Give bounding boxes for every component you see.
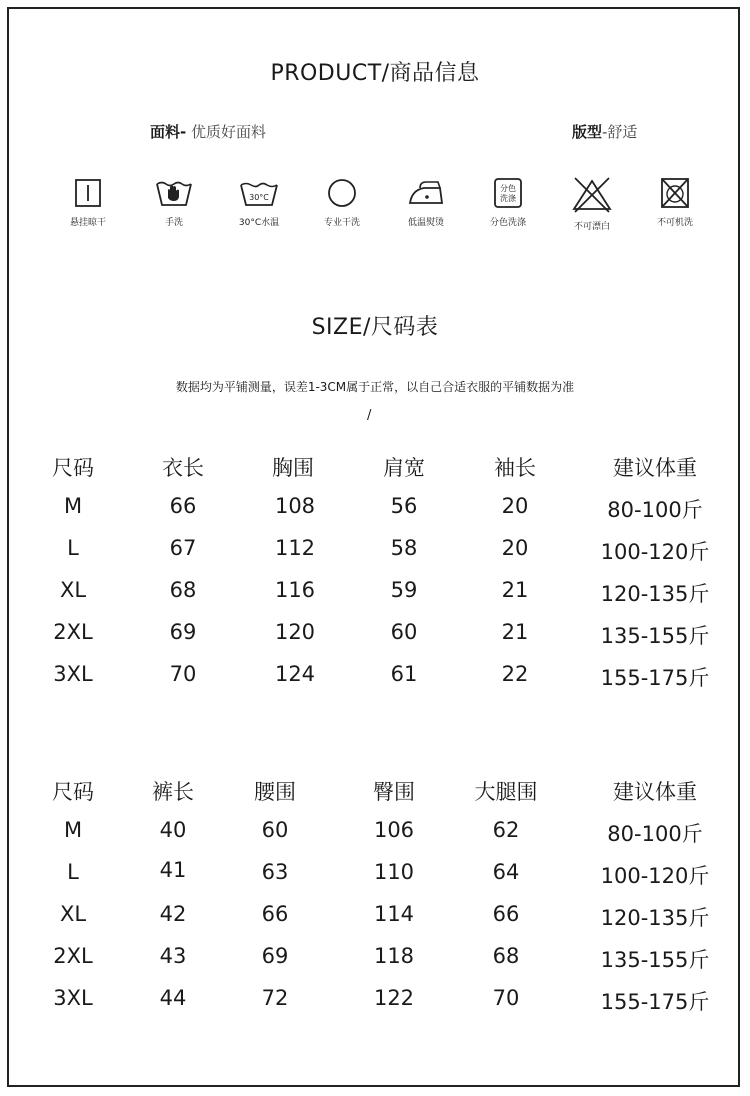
fabric-info <box>150 121 266 142</box>
bottom-header-thigh: 大腿围 <box>474 780 538 804</box>
table-cell: 59 <box>390 578 418 602</box>
table-cell: 70 <box>492 986 520 1010</box>
care-label: 专业干洗 <box>323 218 360 228</box>
table-cell: 135-155斤 <box>600 948 710 972</box>
table-cell: 118 <box>373 944 415 968</box>
table-cell: 155-175斤 <box>600 666 710 690</box>
table-cell: 110 <box>373 860 415 884</box>
table-cell: XL <box>59 902 87 926</box>
table-cell: L <box>67 536 79 560</box>
table-cell: 3XL <box>53 662 93 686</box>
fit-key: 版型 <box>572 123 603 141</box>
table-cell: 20 <box>501 494 529 518</box>
separate-top-badge: 分色 <box>500 184 516 193</box>
table-cell: 124 <box>274 662 316 686</box>
separate-bottom-badge: 洗涤 <box>500 194 516 203</box>
bottom-header-weight: 建议体重 <box>613 780 697 804</box>
table-cell: 41 <box>159 858 187 882</box>
top-header-chest: 胸围 <box>272 456 314 480</box>
fabric-value: 优质好面料 <box>186 123 267 141</box>
table-cell: 69 <box>169 620 197 644</box>
table-cell: L <box>67 860 79 884</box>
table-cell: 64 <box>492 860 520 884</box>
table-cell: 40 <box>159 818 187 842</box>
dry-clean-icon <box>325 176 359 210</box>
top-header-size: 尺码 <box>52 456 94 480</box>
table-cell: 116 <box>274 578 316 602</box>
table-cell: XL <box>59 578 87 602</box>
table-cell: 66 <box>261 902 289 926</box>
table-cell: 135-155斤 <box>600 624 710 648</box>
bottom-header-waist: 腰围 <box>254 780 296 804</box>
top-header-length: 衣长 <box>162 456 204 480</box>
table-cell: 66 <box>492 902 520 926</box>
table-cell: 100-120斤 <box>600 864 710 888</box>
no-bleach-icon <box>570 176 614 214</box>
care-item-no-bleach <box>550 176 634 232</box>
hang-dry-icon <box>71 176 105 210</box>
table-cell: 80-100斤 <box>607 822 703 846</box>
care-icons-row <box>0 176 750 236</box>
wash-30-icon <box>238 176 280 210</box>
table-cell: 70 <box>169 662 197 686</box>
table-cell: 63 <box>261 860 289 884</box>
table-cell: 106 <box>373 818 415 842</box>
care-label: 30°C水温 <box>238 218 280 228</box>
table-cell: M <box>63 818 83 842</box>
table-cell: 120-135斤 <box>600 582 710 606</box>
table-cell: 58 <box>390 536 418 560</box>
table-cell: 44 <box>159 986 187 1010</box>
table-cell: 69 <box>261 944 289 968</box>
care-label: 低温熨烫 <box>407 218 444 228</box>
note-slash: / <box>367 408 372 423</box>
table-cell: 2XL <box>53 944 93 968</box>
bottom-header-pant-length: 裤长 <box>152 780 194 804</box>
table-cell: 80-100斤 <box>607 498 703 522</box>
size-title: SIZE/尺码表 <box>311 315 439 340</box>
table-cell: 120-135斤 <box>600 906 710 930</box>
table-cell: 60 <box>390 620 418 644</box>
separate-wash-icon <box>491 176 525 210</box>
table-cell: 60 <box>261 818 289 842</box>
table-cell: 68 <box>169 578 197 602</box>
table-cell: 2XL <box>53 620 93 644</box>
care-item-hand-wash <box>132 176 216 228</box>
table-cell: 112 <box>274 536 316 560</box>
table-cell: 56 <box>390 494 418 518</box>
iron-low-icon <box>406 176 446 210</box>
bottom-header-size: 尺码 <box>52 780 94 804</box>
care-item-hang-dry <box>46 176 130 228</box>
care-item-dry-clean <box>300 176 384 228</box>
bottom-header-hip: 臀围 <box>373 780 415 804</box>
care-label: 手洗 <box>164 218 183 228</box>
table-cell: 66 <box>169 494 197 518</box>
top-header-sleeve: 袖长 <box>494 456 536 480</box>
table-cell: 43 <box>159 944 187 968</box>
table-cell: 42 <box>159 902 187 926</box>
care-item-no-machine-wash <box>633 176 717 228</box>
table-cell: 120 <box>274 620 316 644</box>
care-label: 分色洗涤 <box>489 218 526 228</box>
table-cell: 108 <box>274 494 316 518</box>
care-item-iron-low <box>384 176 468 228</box>
table-cell: 72 <box>261 986 289 1010</box>
table-cell: 100-120斤 <box>600 540 710 564</box>
top-header-shoulder: 肩宽 <box>383 456 425 480</box>
table-cell: 155-175斤 <box>600 990 710 1014</box>
table-cell: 20 <box>501 536 529 560</box>
no-machine-wash-icon <box>658 176 692 210</box>
table-cell: 122 <box>373 986 415 1010</box>
care-item-wash-30 <box>217 176 301 228</box>
table-cell: 22 <box>501 662 529 686</box>
table-cell: 62 <box>492 818 520 842</box>
table-cell: 67 <box>169 536 197 560</box>
table-cell: 61 <box>390 662 418 686</box>
care-label: 不可机洗 <box>656 218 693 228</box>
table-cell: 21 <box>501 620 529 644</box>
table-cell: 114 <box>373 902 415 926</box>
table-cell: 68 <box>492 944 520 968</box>
table-cell: 21 <box>501 578 529 602</box>
product-title: PRODUCT/商品信息 <box>270 61 480 86</box>
care-item-separate-wash <box>466 176 550 228</box>
table-cell: M <box>63 494 83 518</box>
wash-temp-badge: 30°C <box>249 193 269 202</box>
fit-value: -舒适 <box>602 123 638 141</box>
care-label: 不可漂白 <box>573 222 610 232</box>
fit-info <box>572 121 637 142</box>
measurement-note: 数据均为平铺测量，误差1-3CM属于正常，以自己合适衣服的平铺数据为准 <box>175 380 575 394</box>
hand-wash-icon <box>154 176 194 210</box>
fabric-key: 面料- <box>150 123 187 141</box>
care-label: 悬挂晾干 <box>69 218 106 228</box>
top-header-weight: 建议体重 <box>613 456 697 480</box>
table-cell: 3XL <box>53 986 93 1010</box>
